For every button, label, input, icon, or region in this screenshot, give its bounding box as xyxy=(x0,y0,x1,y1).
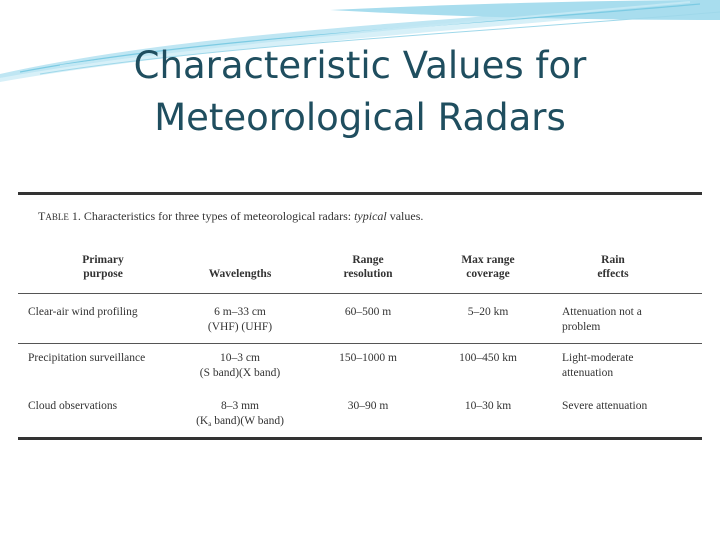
header-range-line-1: Range xyxy=(352,254,384,266)
row-1-rain xyxy=(562,305,642,335)
row-2-wavelength-line-1: 10–3 cm xyxy=(220,352,260,364)
row-1-range: 60–500 m xyxy=(344,306,392,318)
row-1-purpose: Clear-air wind profiling xyxy=(28,306,138,318)
row-1-wavelengths xyxy=(180,305,300,335)
header-rain-line-1: Rain xyxy=(601,254,625,266)
header-max-line-1: Max range xyxy=(461,254,515,266)
header-range-line-2: resolution xyxy=(343,268,393,280)
slide-title xyxy=(0,40,720,144)
row-divider-1 xyxy=(18,343,702,344)
row-3-purpose: Cloud observations xyxy=(28,400,118,412)
row-2-wavelength-line-2: (S band)(X band) xyxy=(199,367,281,379)
row-1-rain-line-1: Attenuation not a xyxy=(562,306,642,318)
header-max-range-coverage xyxy=(443,253,533,281)
row-1-rain-line-2: problem xyxy=(562,321,601,333)
caption-number: 1. xyxy=(68,209,84,223)
caption-prefix-t: T xyxy=(38,209,46,223)
row-2-purpose: Precipitation surveillance xyxy=(28,352,146,364)
row-1-wavelength-line-2: (VHF) (UHF) xyxy=(207,321,273,333)
header-primary-purpose xyxy=(48,253,158,281)
row-3-coverage: 10–30 km xyxy=(464,400,512,412)
row-1-coverage: 5–20 km xyxy=(467,306,509,318)
row-2-rain-line-1: Light-moderate xyxy=(562,352,634,364)
header-purpose-line-1: Primary xyxy=(82,254,124,266)
caption-italic: typical xyxy=(354,209,387,223)
row-3-wavelength-subscript: a xyxy=(208,420,212,428)
row-3-wavelength-line-2 xyxy=(180,414,300,432)
row-3-range: 30–90 m xyxy=(347,400,389,412)
row-1-wavelength-line-1: 6 m–33 cm xyxy=(214,306,266,318)
row-3-wavelength-pre: (K xyxy=(196,415,209,427)
header-divider xyxy=(18,293,702,294)
header-purpose-line-2: purpose xyxy=(83,268,123,280)
row-2-rain xyxy=(562,351,634,381)
row-2-wavelengths xyxy=(180,351,300,381)
row-2-coverage: 100–450 km xyxy=(459,352,517,364)
slide-title-line-1: Characteristic Values for xyxy=(133,44,587,87)
row-2-range: 150–1000 m xyxy=(339,352,397,364)
caption-text: Characteristics for three types of meteorological radars: xyxy=(83,209,355,223)
header-rain-effects xyxy=(573,253,653,281)
row-2-rain-line-2: attenuation xyxy=(562,367,614,379)
slide-title-line-2: Meteorological Radars xyxy=(154,96,566,139)
header-wavelengths: Wavelengths xyxy=(208,268,272,280)
table-caption xyxy=(38,209,423,224)
row-3-rain: Severe attenuation xyxy=(562,400,648,412)
header-rain-line-2: effects xyxy=(597,268,629,280)
header-max-line-2: coverage xyxy=(466,268,510,280)
caption-prefix-rest: ABLE xyxy=(45,212,69,222)
header-range-resolution xyxy=(328,253,408,281)
radar-characteristics-table xyxy=(18,192,702,440)
caption-end: values. xyxy=(386,209,424,223)
row-3-wavelength-post: band)(W band) xyxy=(211,415,284,427)
row-3-wavelength-line-1: 8–3 mm xyxy=(220,400,259,412)
row-3-wavelengths xyxy=(180,399,300,432)
